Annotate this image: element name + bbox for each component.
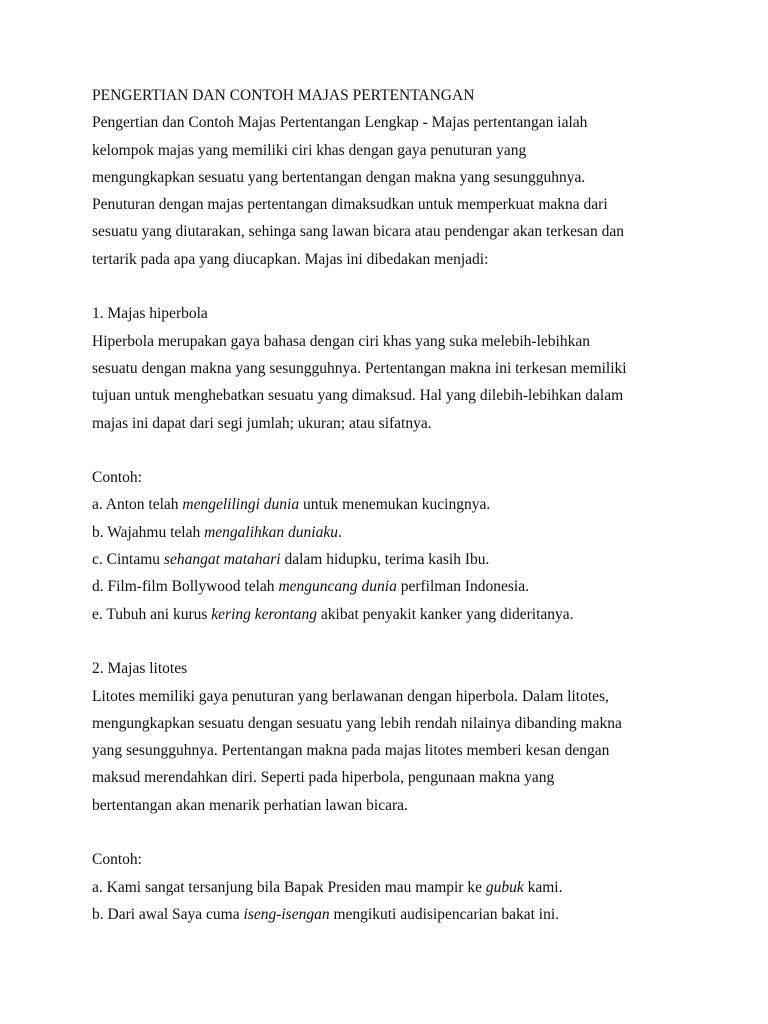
document-page (92, 82, 692, 928)
example-text: akibat penyakit kanker yang dideritanya. (317, 605, 574, 623)
example-text: untuk menemukan kucingnya. (299, 496, 491, 514)
example-emphasis: gubuk (485, 878, 524, 896)
intro-line: kelompok majas yang memiliki ciri khas dengan gaya penuturan yang (92, 141, 527, 159)
example-item (92, 491, 692, 518)
example-text: b. Dari awal Saya cuma (92, 905, 244, 923)
spacer (92, 628, 692, 655)
section-heading: 2. Majas litotes (92, 660, 188, 678)
section-line: majas ini dapat dari segi jumlah; ukuran; atau sifatnya. (92, 414, 432, 432)
document-title: PENGERTIAN DAN CONTOH MAJAS PERTENTANGAN (92, 87, 475, 104)
example-text: b. Wajahmu telah (92, 523, 205, 541)
example-emphasis: iseng-isengan (243, 905, 330, 923)
section-litotes (92, 655, 692, 928)
examples-label: Contoh: (92, 469, 142, 487)
example-text: a. Anton telah (92, 496, 183, 514)
example-text: dalam hidupku, terima kasih Ibu. (280, 551, 490, 569)
intro-paragraph (92, 109, 692, 273)
section-line: sesuatu dengan makna yang sesungguhnya. Pertentangan makna ini terkesan memiliki (92, 359, 627, 377)
example-item (92, 573, 692, 600)
intro-line: tertarik pada apa yang diucapkan. Majas ini dibedakan menjadi: (92, 250, 489, 268)
intro-line: Pengertian dan Contoh Majas Pertentangan Lengkap - Majas pertentangan ialah (92, 114, 588, 132)
example-item (92, 901, 692, 928)
example-text: mengikuti audisipencarian bakat ini. (329, 905, 560, 923)
section-line: Litotes memiliki gaya penuturan yang berlawanan dengan hiperbola. Dalam litotes, (92, 687, 609, 705)
example-emphasis: kering kerontang (211, 605, 318, 623)
example-item (92, 601, 692, 628)
example-emphasis: mengelilingi dunia (182, 496, 300, 514)
example-text: a. Kami sangat tersanjung bila Bapak Presiden mau mampir ke (92, 878, 486, 896)
spacer (92, 437, 692, 464)
section-line: Hiperbola merupakan gaya bahasa dengan ciri khas yang suka melebih-lebihkan (92, 332, 590, 350)
example-text: c. Cintamu (92, 551, 164, 569)
example-text: perfilman Indonesia. (396, 578, 529, 596)
example-emphasis: menguncang dunia (278, 578, 397, 596)
intro-line: sesuatu yang diutarakan, sehinga sang lawan bicara atau pendengar akan terkesan dan (92, 223, 624, 241)
example-text: d. Film-film Bollywood telah (92, 578, 279, 596)
example-emphasis: mengalihkan duniaku (204, 523, 338, 541)
intro-line: mengungkapkan sesuatu yang bertentangan dengan makna yang sesungguhnya. (92, 168, 586, 186)
example-item (92, 546, 692, 573)
spacer (92, 819, 692, 846)
example-emphasis: sehangat matahari (163, 551, 281, 569)
example-item (92, 874, 692, 901)
example-text: e. Tubuh ani kurus (92, 605, 212, 623)
section-line: mengungkapkan sesuatu dengan sesuatu yang lebih rendah nilainya dibanding makna (92, 714, 622, 732)
section-line: bertentangan akan menarik perhatian lawan bicara. (92, 796, 408, 814)
section-heading: 1. Majas hiperbola (92, 305, 208, 323)
example-text: . (338, 523, 342, 541)
section-hiperbola (92, 300, 692, 628)
spacer (92, 273, 692, 300)
section-line: maksud merendahkan diri. Seperti pada hiperbola, pengunaan makna yang (92, 769, 555, 787)
example-item (92, 519, 692, 546)
examples-label: Contoh: (92, 851, 142, 869)
section-line: tujuan untuk menghebatkan sesuatu yang dimaksud. Hal yang dilebih-lebihkan dalam (92, 387, 624, 405)
section-line: yang sesungguhnya. Pertentangan makna pada majas litotes memberi kesan dengan (92, 742, 610, 760)
intro-line: Penuturan dengan majas pertentangan dimaksudkan untuk memperkuat makna dari (92, 196, 608, 214)
example-text: kami. (523, 878, 563, 896)
